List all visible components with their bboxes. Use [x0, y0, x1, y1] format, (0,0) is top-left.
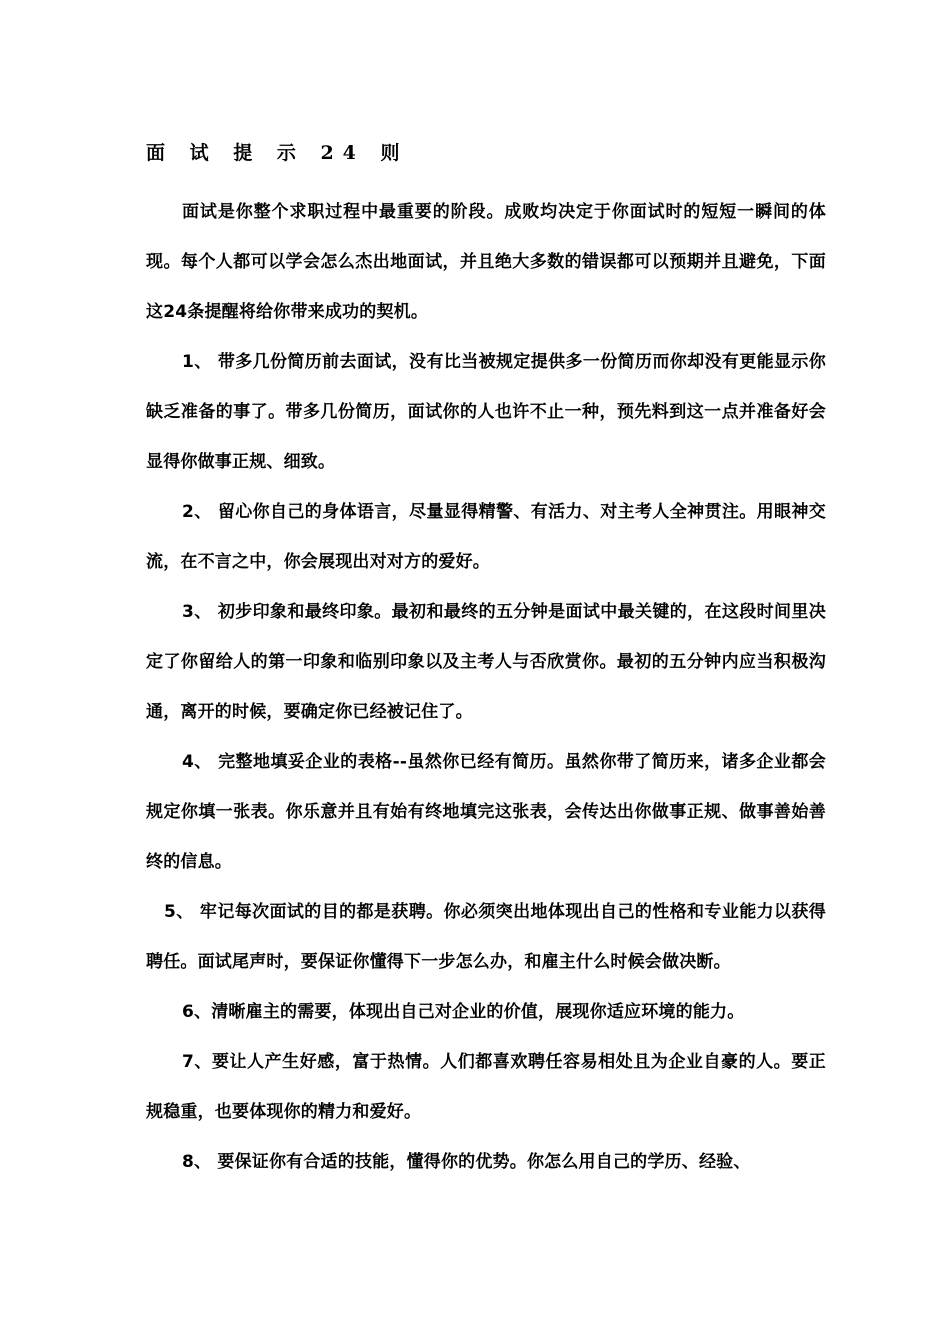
tip-paragraph-4: 4、 完整地填妥企业的表格--虽然你已经有简历。虽然你带了简历来，诸多企业都会规定你填一张表。你乐意并且有始有终地填完这张表，会传达出你做事正规、做事善始善终的信息。 — [146, 752, 826, 872]
tip-paragraph-7: 7、要让人产生好感，富于热情。人们都喜欢聘任容易相处且为企业自豪的人。要正规稳重，也要体现你的精力和爱好。 — [146, 1052, 826, 1122]
tip-paragraph-2: 2、 留心你自己的身体语言，尽量显得精警、有活力、对主考人全神贯注。用眼神交流，在不言之中，你会展现出对对方的爱好。 — [146, 502, 826, 572]
tip-paragraph-6: 6、清晰雇主的需要，体现出自己对企业的价值，展现你适应环境的能力。 — [182, 1002, 745, 1022]
tip-paragraph-1: 1、 带多几份简历前去面试，没有比当被规定提供多一份简历而你却没有更能显示你缺乏准备的事了。带多几份简历，面试你的人也许不止一种，预先料到这一点并准备好会显得你做事正规、细致。 — [146, 352, 826, 472]
intro-paragraph: 面试是你整个求职过程中最重要的阶段。成败均决定于你面试时的短短一瞬间的体现。每个人都可以学会怎么杰出地面试，并且绝大多数的错误都可以预期并且避免，下面这24条提醒将给你带来成功的契机。 — [146, 202, 826, 322]
tip-paragraph-8: 8、 要保证你有合适的技能，懂得你的优势。你怎么用自己的学历、经验、 — [182, 1152, 751, 1172]
document-title: 面 试 提 示 24 则 — [146, 142, 409, 164]
tip-paragraph-5: 5、 牢记每次面试的目的都是获聘。你必须突出地体现出自己的性格和专业能力以获得聘任。面试尾声时，要保证你懂得下一步怎么办，和雇主什么时候会做决断。 — [146, 902, 826, 972]
tip-paragraph-3: 3、 初步印象和最终印象。最初和最终的五分钟是面试中最关键的，在这段时间里决定了你留给人的第一印象和临别印象以及主考人与否欣赏你。最初的五分钟内应当积极沟通，离开的时候，要确定你已经被记住了。 — [146, 602, 826, 722]
document-body — [146, 187, 826, 1187]
